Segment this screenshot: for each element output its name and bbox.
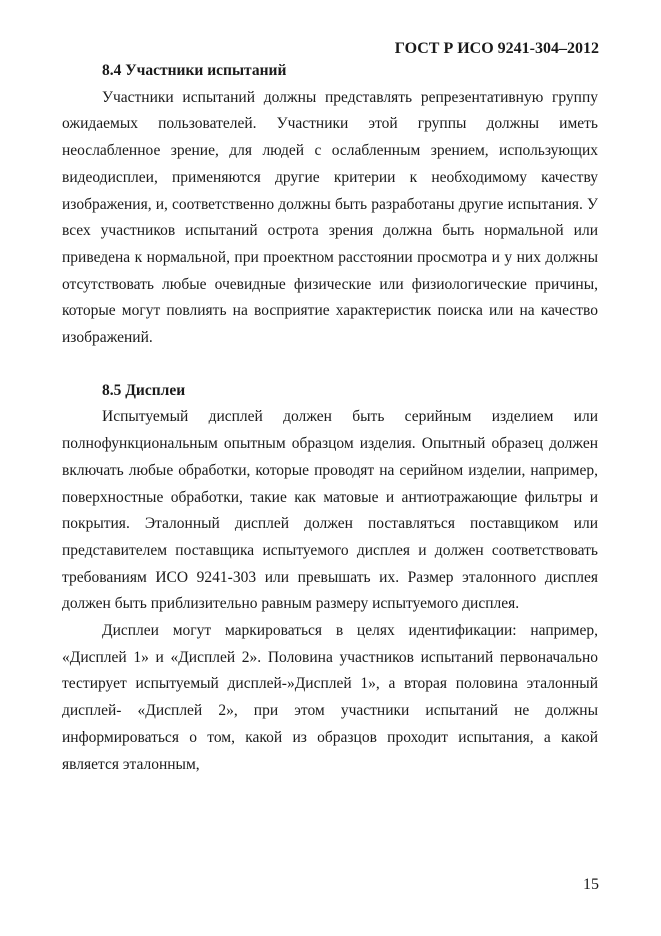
page-number: 15	[583, 876, 599, 893]
section-participants	[62, 58, 598, 352]
section-heading: 8.4 Участники испытаний	[102, 62, 287, 79]
section-spacer	[62, 352, 598, 378]
section-paragraph: Испытуемый дисплей должен быть серийным изделием или полнофункциональным опытным образцом изделия. Опытный образец должен включать любые обработки, которые проводят на серийном изделии, например, поверхностные обработки, такие как матовые и антиотражающие фильтры и покрытия. Эталонный дисплей должен поставляться поставщиком или представителем поставщика испытуемого дисплея и должен соответствовать требованиям ИСО 9241-303 или превышать их. Размер эталонного дисплея должен быть приблизительно равным размеру испытуемого дисплея.	[62, 408, 598, 613]
page-content	[62, 58, 598, 778]
section-paragraph: Дисплеи могут маркироваться в целях идентификации: например, «Дисплей 1» и «Дисплей 2». Половина участников испытаний первоначально тестирует испытуемый дисплей-»Дисплей 1», а вторая половина эталонный дисплей- «Дисплей 2», при этом участники испытаний не должны информироваться о том, какой из образцов проходит испытания, а какой является эталонным,	[62, 622, 598, 773]
section-paragraph: Участники испытаний должны представлять репрезентативную группу ожидаемых пользователей. Участники этой группы должны иметь неослабленное зрение, для людей с ослабленным зрением, использующих видеодисплеи, применяются другие критерии к необходимому качеству изображения, и, соответственно должны быть разработаны другие испытания. У всех участников испытаний острота зрения должна быть нормальной или приведена к нормальной, при проектном расстоянии просмотра и у них должны отсутствовать любые очевидные физические или физиологические причины, которые могут повлиять на восприятие характеристик поиска или на качество изображений.	[62, 88, 598, 347]
standard-header: ГОСТ Р ИСО 9241-304–2012	[394, 40, 599, 57]
section-displays	[62, 378, 598, 779]
section-heading: 8.5 Дисплеи	[102, 381, 186, 399]
